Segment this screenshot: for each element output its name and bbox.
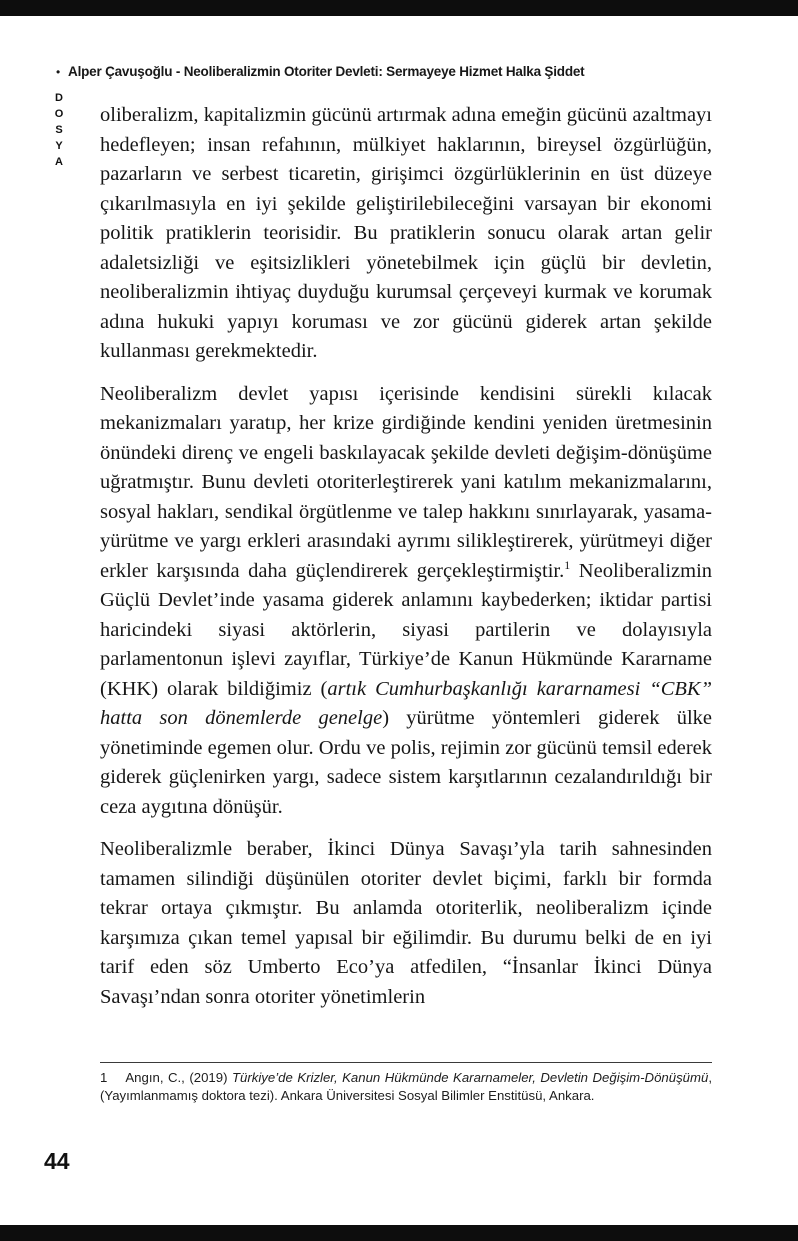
footnote-block	[100, 1062, 712, 1104]
header-article-title: Neoliberalizmin Otoriter Devleti: Sermayeye Hizmet Halka Şiddet	[183, 64, 585, 79]
paragraph: Neoliberalizm devlet yapısı içerisinde kendisini sürekli kılacak mekanizmaları yaratıp, her krize girdiğinde kendini yeniden üretmesinin önündeki direnç ve engeli baskılayacak şekilde devleti değişim-dönüşüme uğratmıştır. Bunu devleti otoriterleştirerek yani katılım mekanizmalarını, sosyal hakları, sendikal örgütlenme ve talep hakkını sınırlayarak, yasama-yürütme ve yargı erkleri arasındaki ayrımı silikleştirerek, yürütmeyi diğer erkler karşısında daha güçlendirerek gerçekleştirmiştir.$^1$ Neoliberalizmin Güçlü Devlet’inde yasama giderek anlamını kaybederken; iktidar partisi haricindeki siyasi aktörlerin, siyasi partilerin ve dolayısıyla parlamentonun işlevi zayıflar, Türkiye’de Kanun Hükmünde Kararname (KHK) olarak bildiğimiz (artık Cumhurbaşkanlığı kararnamesi “CBK” hatta son dönemlerde genelge) yürütme yöntemleri giderek ülke yönetiminde egemen olur. Ordu ve polis, rejimin zor gücünü temsil ederek giderek güçlenirken yargı, sadece sistem karşıtlarının cezalandırıldığı bir ceza aygıtına dönüşür.	[100, 382, 713, 818]
header-author: Alper Çavuşoğlu -	[68, 64, 184, 79]
header-bullet-icon: •	[56, 65, 61, 79]
paragraph: Neoliberalizmle beraber, İkinci Dünya Savaşı’yla tarih sahnesinden tamamen silindiği düşünülen otoriter devlet biçimi, farklı bir formda tekrar ortaya çıkmıştır. Bu anlamda otoriterlik, neoliberalizm içinde karşımıza çıkan temel yapısal bir eğilimdir. Bu durumu belki de en iyi tarif eden söz Umberto Eco’ya atfedilen, “İnsanlar İkinci Dünya Savaşı’ndan sonra otoriter yönetimlerin	[100, 838, 712, 1008]
section-label-dosya: DOSYA	[53, 92, 65, 172]
footnote-separator	[100, 1062, 712, 1063]
page-number: 44	[44, 1148, 70, 1174]
footnote-text: 1 Angın, C., (2019) Türkiye’de Krizler, Kanun Hükmünde Kararnameler, Devletin Değişim-Dönüşümü, (Yayımlanmamış doktora tezi). Ankara Üniversitesi Sosyal Bilimler Enstitüsü, Ankara.	[100, 1070, 712, 1103]
paragraph: oliberalizm, kapitalizmin gücünü artırmak adına emeğin gücünü azaltmayı hedefleyen; insan refahının, mülkiyet haklarının, bireysel özgürlüğün, pazarların ve serbest ticaretin, girişimci özgürlüklerinin en üst düzeye çıkarılmasıyla en iyi şekilde geliştirilebileceğini varsayan bir ekonomi politik pratiklerin teorisidir. Bu pratiklerin sonucu olarak artan gelir adaletsizliği ve eşitsizlikleri yönetebilmek için güçlü bir devletin, neoliberalizmin ihtiyaç duyduğu kurumsal çerçeveyi kurmak ve korumak adına hukuki yapıyı koruması ve zor gücünü giderek artan şekilde kullanması gerekmektedir.	[100, 104, 712, 362]
article-body	[100, 101, 712, 1012]
running-header	[56, 64, 766, 79]
top-black-bar	[0, 0, 798, 16]
bottom-black-bar	[0, 1225, 798, 1241]
